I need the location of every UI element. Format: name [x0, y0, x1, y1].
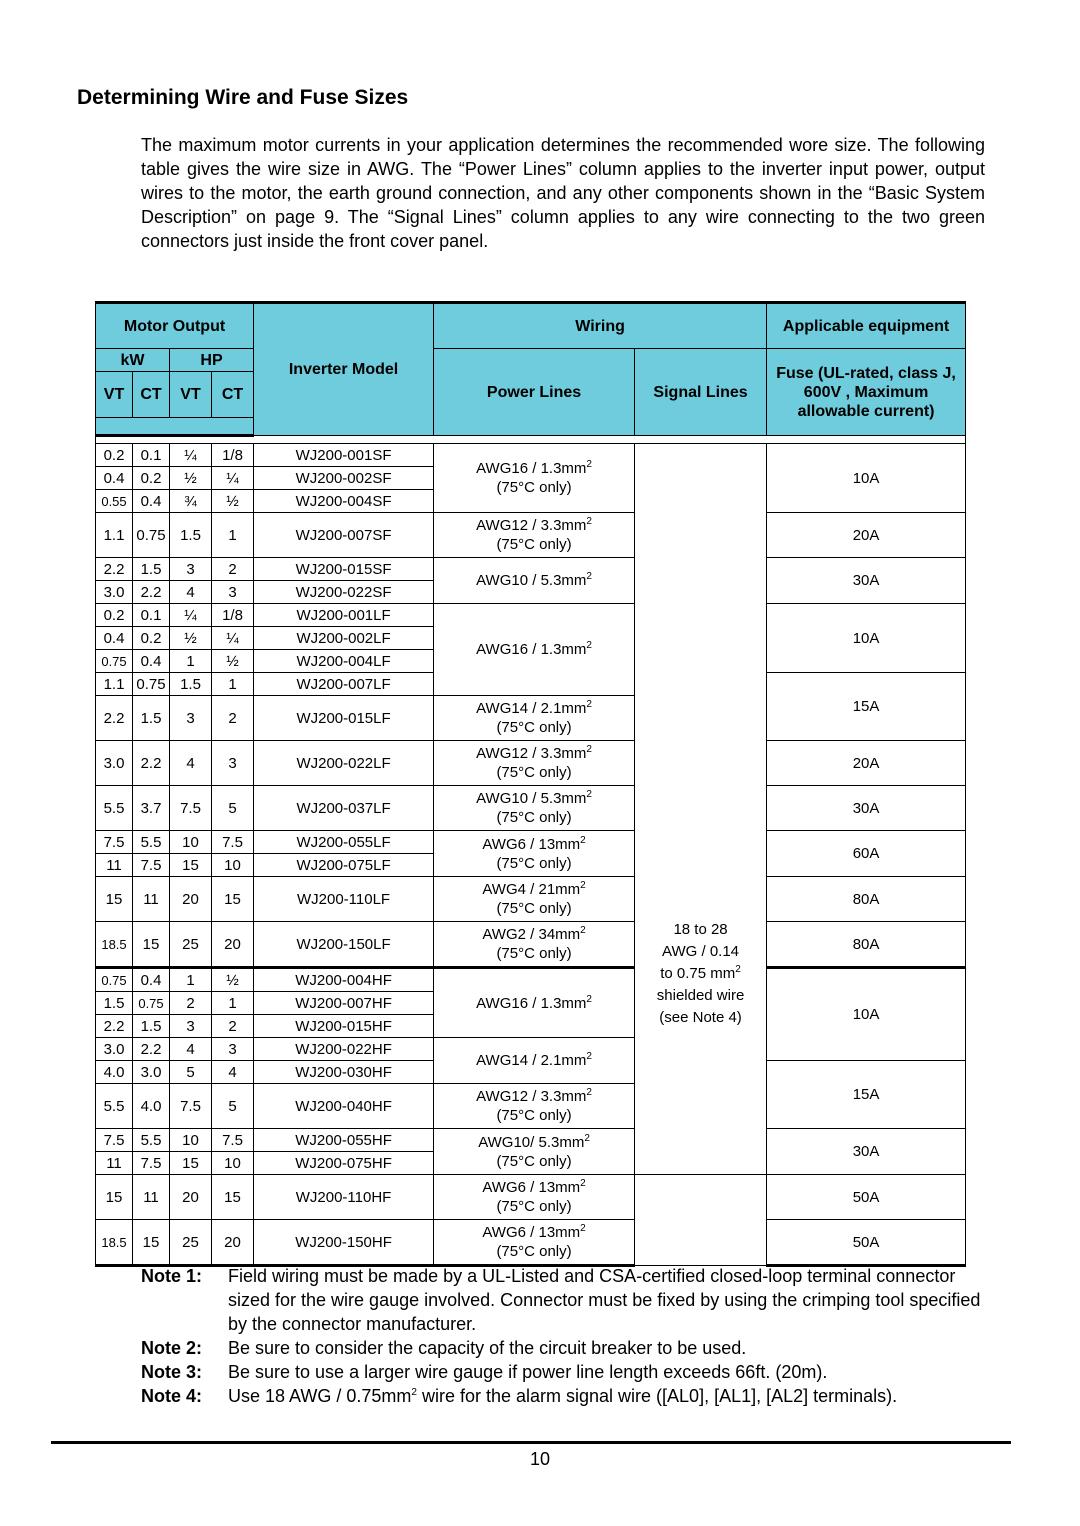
hp-ct-cell: ½	[212, 650, 254, 673]
hp-vt-cell: 5	[170, 1061, 212, 1084]
applicable-equipment-header: Applicable equipment	[767, 303, 966, 349]
fuse-cell: 30A	[767, 558, 966, 604]
kw-ct-cell: 0.75	[133, 513, 170, 558]
kw-ct-cell: 0.4	[133, 968, 170, 992]
table-row	[96, 604, 966, 627]
kw-ct-cell: 1.5	[133, 696, 170, 741]
note-label: Note 2:	[141, 1338, 203, 1358]
hp-vt-cell: 2	[170, 992, 212, 1015]
page-number: 10	[529, 1449, 551, 1469]
motor-output-header-fill	[96, 418, 254, 436]
kw-ct-cell: 0.75	[133, 673, 170, 696]
hp-vt-cell: ¾	[170, 490, 212, 513]
kw-ct-cell: 1.5	[133, 1015, 170, 1038]
model-cell: WJ200-001SF	[254, 444, 434, 467]
power-lines-cell: $AWG12 / 3.3mm^2$ (75°C only)	[434, 513, 635, 558]
kw-vt-cell: 1.5	[96, 992, 133, 1015]
power-lines-cell: $AWG4 / 21mm^2$ (75°C only)	[434, 877, 635, 922]
hp-vt-cell: 10	[170, 831, 212, 854]
page-title: Determining Wire and Fuse Sizes	[77, 86, 409, 109]
power-lines-cell: $AWG12 / 3.3mm^2$ (75°C only)	[434, 1084, 635, 1129]
kw-vt-cell: 5.5	[96, 786, 133, 831]
kw-vt-cell: 5.5	[96, 1084, 133, 1129]
hp-vt-cell: 3	[170, 558, 212, 581]
hp-ct-cell: ¼	[212, 627, 254, 650]
power-lines-header: Power Lines	[434, 349, 635, 436]
footer-rule	[51, 1441, 1011, 1444]
hp-vt-cell: 7.5	[170, 786, 212, 831]
hp-vt-cell: 20	[170, 1175, 212, 1220]
kw-ct-cell: 0.2	[133, 467, 170, 490]
hp-vt-cell: 7.5	[170, 1084, 212, 1129]
kw-vt-cell: 11	[96, 854, 133, 877]
kw-vt-cell: 15	[96, 877, 133, 922]
kw-vt-cell: 0.2	[96, 604, 133, 627]
hp-ct-cell: 1	[212, 673, 254, 696]
kw-ct-cell: 11	[133, 1175, 170, 1220]
model-cell: WJ200-030HF	[254, 1061, 434, 1084]
table-row	[96, 741, 966, 786]
kw-ct-cell: 0.4	[133, 490, 170, 513]
kw-ct-cell: 11	[133, 877, 170, 922]
table-row	[96, 1129, 966, 1152]
hp-ct-cell: 2	[212, 1015, 254, 1038]
table-row	[96, 513, 966, 558]
hp-vt-cell: 4	[170, 581, 212, 604]
hp-vt-cell: ½	[170, 467, 212, 490]
kw-ct-cell: 2.2	[133, 741, 170, 786]
hp-ct-cell: 1	[212, 513, 254, 558]
kw-ct-cell: 7.5	[133, 854, 170, 877]
hp-vt-cell: 25	[170, 922, 212, 968]
model-cell: WJ200-022SF	[254, 581, 434, 604]
kw-ct-cell: 3.7	[133, 786, 170, 831]
hp-ct-cell: 3	[212, 741, 254, 786]
table-row	[96, 922, 966, 968]
kw-ct-cell: 1.5	[133, 558, 170, 581]
kw-vt-cell: 3.0	[96, 1038, 133, 1061]
power-lines-cell: $AWG6 / 13mm^2$ (75°C only)	[434, 831, 635, 877]
intro-paragraph: The maximum motor currents in your application determines the recommended wore size. The following table gives the wire size in AWG. The “Power Lines” column applies to the inverter input power, output wires to the motor, the earth ground connection, and any other components shown in the “Basic System Description” on page 9. The “Signal Lines” column applies to any wire connecting to the two green connectors just inside the front cover panel.	[141, 135, 985, 251]
power-lines-cell: $AWG16 / 1.3mm^2$	[434, 968, 635, 1038]
model-cell: WJ200-015LF	[254, 696, 434, 741]
fuse-cell: 10A	[767, 444, 966, 513]
model-cell: WJ200-150LF	[254, 922, 434, 968]
model-cell: WJ200-007HF	[254, 992, 434, 1015]
fuse-cell: 80A	[767, 877, 966, 922]
wire-fuse-table	[95, 301, 966, 1267]
fuse-cell: 80A	[767, 922, 966, 968]
kw-vt-cell: 0.4	[96, 627, 133, 650]
table-row	[96, 1175, 966, 1220]
model-cell: WJ200-015HF	[254, 1015, 434, 1038]
kw-vt-cell: 11	[96, 1152, 133, 1175]
kw-ct-cell: 0.1	[133, 444, 170, 467]
kw-ct-cell: 5.5	[133, 1129, 170, 1152]
power-lines-cell: AWG10/ $5.3mm^2$ (75°C only)	[434, 1129, 635, 1175]
note-2	[141, 1336, 1001, 1360]
hp-ct-cell: 2	[212, 558, 254, 581]
hp-vt-cell: 20	[170, 877, 212, 922]
kw-ct-cell: 15	[133, 1220, 170, 1266]
kw-vt-cell: 18.5	[96, 1220, 133, 1266]
hp-ct-cell: ¼	[212, 467, 254, 490]
kw-ct-cell: 3.0	[133, 1061, 170, 1084]
kw-vt-cell: 0.55	[96, 490, 133, 513]
power-lines-cell: $AWG6 / 13mm^2$ (75°C only)	[434, 1175, 635, 1220]
note-text: Be sure to consider the capacity of the circuit breaker to be used.	[228, 1338, 747, 1358]
kw-ct-cell: 2.2	[133, 1038, 170, 1061]
model-cell: WJ200-004SF	[254, 490, 434, 513]
model-cell: WJ200-110HF	[254, 1175, 434, 1220]
fuse-cell: 50A	[767, 1220, 966, 1266]
model-cell: WJ200-022HF	[254, 1038, 434, 1061]
kw-ct-cell: 0.4	[133, 650, 170, 673]
kw-ct-cell: 0.2	[133, 627, 170, 650]
fuse-cell: 20A	[767, 741, 966, 786]
kw-vt-cell: 0.75	[96, 968, 133, 992]
hp-vt-cell: 15	[170, 1152, 212, 1175]
kw-ct-cell: 15	[133, 922, 170, 968]
power-lines-cell: $AWG2 / 34mm^2$ (75°C only)	[434, 922, 635, 968]
power-lines-cell: $AWG14 / 2.1mm^2$ (75°C only)	[434, 696, 635, 741]
fuse-cell: 15A	[767, 1061, 966, 1129]
hp-vt-cell: ¼	[170, 604, 212, 627]
hp-vt-cell: ½	[170, 627, 212, 650]
hp-vt-cell: 15	[170, 854, 212, 877]
note-text: Field wiring must be made by a UL-Listed and CSA-certified closed-loop terminal connector sized for the wire gauge involved. Connector must be fixed by using the crimping tool specified by the connector manufacturer.	[228, 1266, 981, 1334]
kw-ct-cell: 0.75	[133, 992, 170, 1015]
note-4	[141, 1384, 1001, 1408]
fuse-cell: 30A	[767, 786, 966, 831]
note-label: Note 1:	[141, 1266, 203, 1286]
hp-ct-cell: 7.5	[212, 831, 254, 854]
power-lines-cell: $AWG12 / 3.3mm^2$ (75°C only)	[434, 741, 635, 786]
table-row	[96, 1220, 966, 1266]
model-cell: WJ200-015SF	[254, 558, 434, 581]
kw-ct-cell: 0.1	[133, 604, 170, 627]
hp-ct-cell: 15	[212, 1175, 254, 1220]
hp-header: HP	[170, 349, 254, 372]
table-row	[96, 786, 966, 831]
hp-vt-cell: 1	[170, 968, 212, 992]
hp-ct-cell: 3	[212, 581, 254, 604]
model-cell: WJ200-004HF	[254, 968, 434, 992]
kw-vt-cell: 2.2	[96, 558, 133, 581]
kw-vt-cell: 3.0	[96, 581, 133, 604]
hp-vt-cell: 1	[170, 650, 212, 673]
signal-lines-cell: 18 to 28 AWG / 0.14 to 0.75 $mm^2$ shielded wire (see Note 4)	[635, 444, 767, 1175]
hp-vt-cell: 25	[170, 1220, 212, 1266]
notes	[141, 1264, 1001, 1408]
hp-ct-cell: 4	[212, 1061, 254, 1084]
kw-vt-header: VT	[96, 372, 133, 418]
table-row	[96, 877, 966, 922]
kw-ct-header: CT	[133, 372, 170, 418]
hp-ct-cell: 2	[212, 696, 254, 741]
kw-header: kW	[96, 349, 170, 372]
table-row	[96, 968, 966, 992]
signal-lines-cell-bottom	[635, 1175, 767, 1266]
table-row	[96, 444, 966, 467]
note-label: Note 3:	[141, 1362, 203, 1382]
model-cell: WJ200-002SF	[254, 467, 434, 490]
model-cell: WJ200-150HF	[254, 1220, 434, 1266]
motor-output-header: Motor Output	[96, 303, 254, 349]
hp-ct-cell: 15	[212, 877, 254, 922]
fuse-cell: 10A	[767, 968, 966, 1061]
hp-ct-cell: 7.5	[212, 1129, 254, 1152]
hp-vt-cell: 4	[170, 741, 212, 786]
model-cell: WJ200-110LF	[254, 877, 434, 922]
kw-vt-cell: 7.5	[96, 1129, 133, 1152]
table-row	[96, 831, 966, 854]
hp-ct-cell: 1	[212, 992, 254, 1015]
model-cell: WJ200-002LF	[254, 627, 434, 650]
inverter-model-header: Inverter Model	[254, 303, 434, 436]
table-row	[96, 558, 966, 581]
model-cell: WJ200-007SF	[254, 513, 434, 558]
kw-vt-cell: 1.1	[96, 513, 133, 558]
hp-ct-cell: 5	[212, 1084, 254, 1129]
model-cell: WJ200-040HF	[254, 1084, 434, 1129]
power-lines-cell: $AWG16 / 1.3mm^2$	[434, 604, 635, 696]
hp-ct-cell: 1/8	[212, 444, 254, 467]
hp-ct-cell: 10	[212, 854, 254, 877]
power-lines-cell: $AWG6 / 13mm^2$ (75°C only)	[434, 1220, 635, 1266]
kw-ct-cell: 4.0	[133, 1084, 170, 1129]
model-cell: WJ200-007LF	[254, 673, 434, 696]
fuse-cell: 30A	[767, 1129, 966, 1175]
hp-ct-cell: 20	[212, 922, 254, 968]
fuse-cell: 20A	[767, 513, 966, 558]
model-cell: WJ200-004LF	[254, 650, 434, 673]
fuse-cell: 15A	[767, 673, 966, 741]
hp-vt-header: VT	[170, 372, 212, 418]
kw-vt-cell: 0.75	[96, 650, 133, 673]
note-1	[141, 1264, 1001, 1336]
kw-vt-cell: 18.5	[96, 922, 133, 968]
hp-ct-cell: 10	[212, 1152, 254, 1175]
note-text: Be sure to use a larger wire gauge if power line length exceeds 66ft. (20m).	[228, 1362, 828, 1382]
kw-ct-cell: 2.2	[133, 581, 170, 604]
note-3	[141, 1360, 1001, 1384]
model-cell: WJ200-055HF	[254, 1129, 434, 1152]
power-lines-cell: $AWG10 / 5.3mm^2$	[434, 558, 635, 604]
header-gap	[96, 436, 966, 444]
kw-vt-cell: 3.0	[96, 741, 133, 786]
kw-vt-cell: 7.5	[96, 831, 133, 854]
power-lines-cell: $AWG10 / 5.3mm^2$ (75°C only)	[434, 786, 635, 831]
hp-ct-cell: 1/8	[212, 604, 254, 627]
model-cell: WJ200-075HF	[254, 1152, 434, 1175]
fuse-header: Fuse (UL-rated, class J, 600V , Maximum allowable current)	[767, 349, 966, 436]
model-cell: WJ200-037LF	[254, 786, 434, 831]
kw-vt-cell: 0.2	[96, 444, 133, 467]
kw-vt-cell: 2.2	[96, 696, 133, 741]
model-cell: WJ200-055LF	[254, 831, 434, 854]
power-lines-cell: $AWG14 / 2.1mm^2$	[434, 1038, 635, 1084]
wiring-header: Wiring	[434, 303, 767, 349]
hp-vt-cell: 10	[170, 1129, 212, 1152]
hp-vt-cell: 3	[170, 1015, 212, 1038]
signal-lines-header: Signal Lines	[635, 349, 767, 436]
kw-vt-cell: 4.0	[96, 1061, 133, 1084]
hp-vt-cell: 3	[170, 696, 212, 741]
kw-vt-cell: 2.2	[96, 1015, 133, 1038]
note-text: Use 18 AWG / $0.75mm^2$ wire for the alarm signal wire ([AL0], [AL1], [AL2] terminals).	[228, 1386, 898, 1406]
power-lines-cell: $AWG16 / 1.3mm^2$ (75°C only)	[434, 444, 635, 513]
model-cell: WJ200-022LF	[254, 741, 434, 786]
hp-vt-cell: 1.5	[170, 673, 212, 696]
fuse-cell: 50A	[767, 1175, 966, 1220]
kw-ct-cell: 5.5	[133, 831, 170, 854]
hp-vt-cell: ¼	[170, 444, 212, 467]
fuse-cell: 10A	[767, 604, 966, 673]
hp-ct-cell: ½	[212, 490, 254, 513]
kw-vt-cell: 15	[96, 1175, 133, 1220]
hp-ct-cell: ½	[212, 968, 254, 992]
hp-ct-cell: 20	[212, 1220, 254, 1266]
hp-ct-cell: 5	[212, 786, 254, 831]
kw-vt-cell: 1.1	[96, 673, 133, 696]
hp-ct-cell: 3	[212, 1038, 254, 1061]
note-label: Note 4:	[141, 1386, 203, 1406]
kw-vt-cell: 0.4	[96, 467, 133, 490]
fuse-cell: 60A	[767, 831, 966, 877]
kw-ct-cell: 7.5	[133, 1152, 170, 1175]
hp-vt-cell: 1.5	[170, 513, 212, 558]
hp-vt-cell: 4	[170, 1038, 212, 1061]
model-cell: WJ200-001LF	[254, 604, 434, 627]
hp-ct-header: CT	[212, 372, 254, 418]
model-cell: WJ200-075LF	[254, 854, 434, 877]
